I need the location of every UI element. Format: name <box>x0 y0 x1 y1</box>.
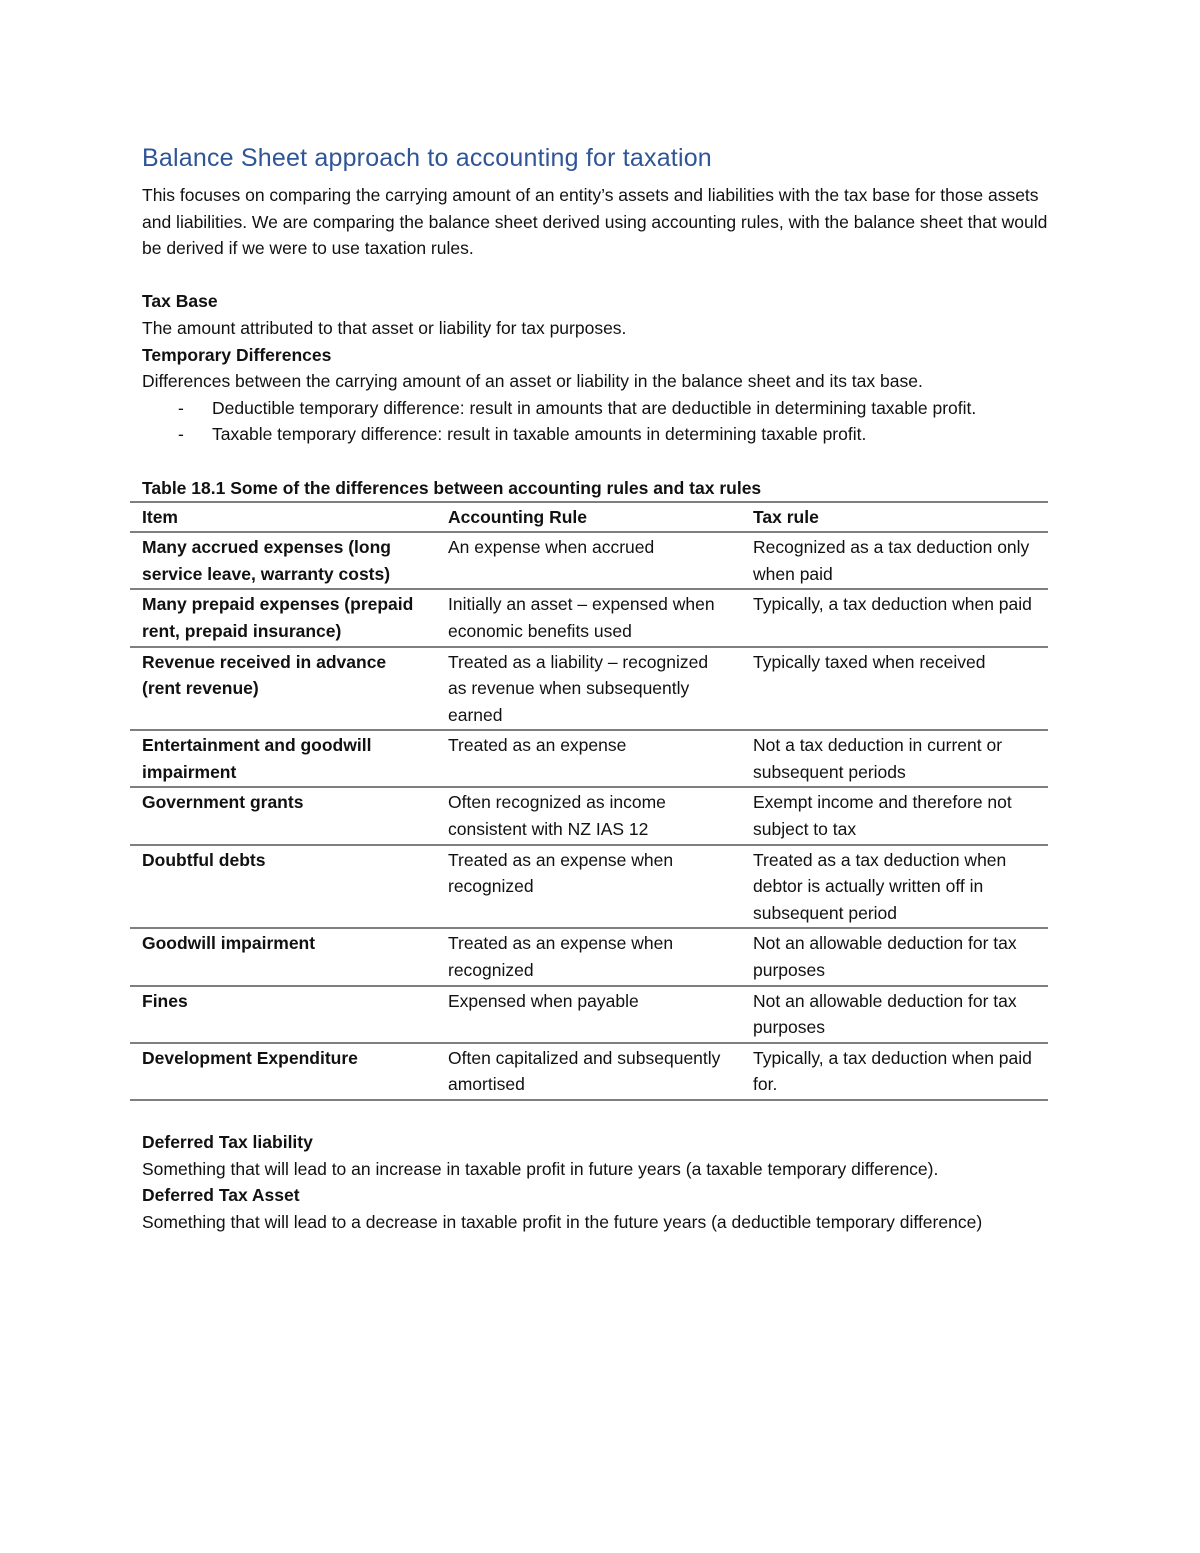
table-row <box>130 986 1048 1043</box>
table-row <box>130 1043 1048 1100</box>
deferred-tax-asset-heading: Deferred Tax Asset <box>142 1185 300 1206</box>
table-cell-accounting-rule: An expense when accrued <box>436 532 741 589</box>
table-cell-item: Goodwill impairment <box>130 928 436 985</box>
list-item-text: Taxable temporary difference: result in taxable amounts in determining taxable profit. <box>212 424 867 445</box>
table-header-row <box>130 502 1048 533</box>
table-cell-item: Fines <box>130 986 436 1043</box>
table-cell-tax-rule: Treated as a tax deduction when debtor is actually written off in subsequent period <box>741 845 1048 929</box>
table-cell-tax-rule: Typically, a tax deduction when paid for. <box>741 1043 1048 1100</box>
table-cell-accounting-rule: Treated as a liability – recognized as revenue when subsequently earned <box>436 647 741 731</box>
spacer <box>142 448 1048 475</box>
table-cell-tax-rule: Not a tax deduction in current or subsequent periods <box>741 730 1048 787</box>
temporary-differences-list <box>142 395 1048 448</box>
table-row <box>130 787 1048 844</box>
page-title: Balance Sheet approach to accounting for taxation <box>142 144 712 172</box>
column-header-tax-rule: Tax rule <box>741 502 1048 533</box>
dash-bullet-icon: - <box>178 397 184 418</box>
tax-base-text: The amount attributed to that asset or liability for tax purposes. <box>142 317 627 338</box>
table-cell-accounting-rule: Treated as an expense when recognized <box>436 928 741 985</box>
table-cell-item: Doubtful debts <box>130 845 436 929</box>
column-header-item: Item <box>130 502 436 533</box>
deferred-tax-liability-text: Something that will lead to an increase in taxable profit in future years (a taxable temporary difference). <box>142 1158 939 1179</box>
intro-paragraph: This focuses on comparing the carrying amount of an entity’s assets and liabilities with the tax base for those assets and liabilities. We are comparing the balance sheet derived using accounting rules, with the balance sheet that would be derived if we were to use taxation rules. <box>142 185 1048 259</box>
table-cell-accounting-rule: Expensed when payable <box>436 986 741 1043</box>
table-cell-tax-rule: Typically taxed when received <box>741 647 1048 731</box>
table-cell-tax-rule: Not an allowable deduction for tax purposes <box>741 986 1048 1043</box>
table-cell-item: Development Expenditure <box>130 1043 436 1100</box>
table-row <box>130 845 1048 929</box>
table-cell-item: Government grants <box>130 787 436 844</box>
deferred-tax-asset-text: Something that will lead to a decrease in taxable profit in the future years (a deductible temporary difference) <box>142 1211 983 1232</box>
temporary-differences-heading: Temporary Differences <box>142 344 332 365</box>
tax-base-heading: Tax Base <box>142 291 218 312</box>
table-row <box>130 928 1048 985</box>
table-cell-item: Many accrued expenses (long service leave, warranty costs) <box>130 532 436 589</box>
table-cell-tax-rule: Recognized as a tax deduction only when paid <box>741 532 1048 589</box>
table-cell-tax-rule: Exempt income and therefore not subject to tax <box>741 787 1048 844</box>
differences-table <box>130 501 1048 1101</box>
list-item <box>142 395 1048 422</box>
table-row <box>130 589 1048 646</box>
table-row <box>130 647 1048 731</box>
spacer <box>142 1101 1048 1129</box>
table-cell-accounting-rule: Often recognized as income consistent with NZ IAS 12 <box>436 787 741 844</box>
document-page <box>142 140 1048 1235</box>
table-row <box>130 532 1048 589</box>
table-row <box>130 730 1048 787</box>
deferred-tax-liability-heading: Deferred Tax liability <box>142 1132 313 1152</box>
table-cell-item: Many prepaid expenses (prepaid rent, prepaid insurance) <box>130 589 436 646</box>
column-header-accounting-rule: Accounting Rule <box>436 502 741 533</box>
list-item-text: Deductible temporary difference: result in amounts that are deductible in determining taxable profit. <box>212 397 977 418</box>
table-cell-item: Entertainment and goodwill impairment <box>130 730 436 787</box>
table-cell-tax-rule: Not an allowable deduction for tax purposes <box>741 928 1048 985</box>
dash-bullet-icon: - <box>178 424 184 445</box>
table-caption: Table 18.1 Some of the differences between accounting rules and tax rules <box>142 477 762 498</box>
table-cell-accounting-rule: Treated as an expense when recognized <box>436 845 741 929</box>
list-item <box>142 421 1048 448</box>
spacer <box>142 262 1048 289</box>
table-cell-tax-rule: Typically, a tax deduction when paid <box>741 589 1048 646</box>
table-cell-accounting-rule: Often capitalized and subsequently amortised <box>436 1043 741 1100</box>
temporary-differences-text: Differences between the carrying amount of an asset or liability in the balance sheet and its tax base. <box>142 371 923 392</box>
table-cell-item: Revenue received in advance (rent revenue) <box>130 647 436 731</box>
table-cell-accounting-rule: Treated as an expense <box>436 730 741 787</box>
table-cell-accounting-rule: Initially an asset – expensed when economic benefits used <box>436 589 741 646</box>
